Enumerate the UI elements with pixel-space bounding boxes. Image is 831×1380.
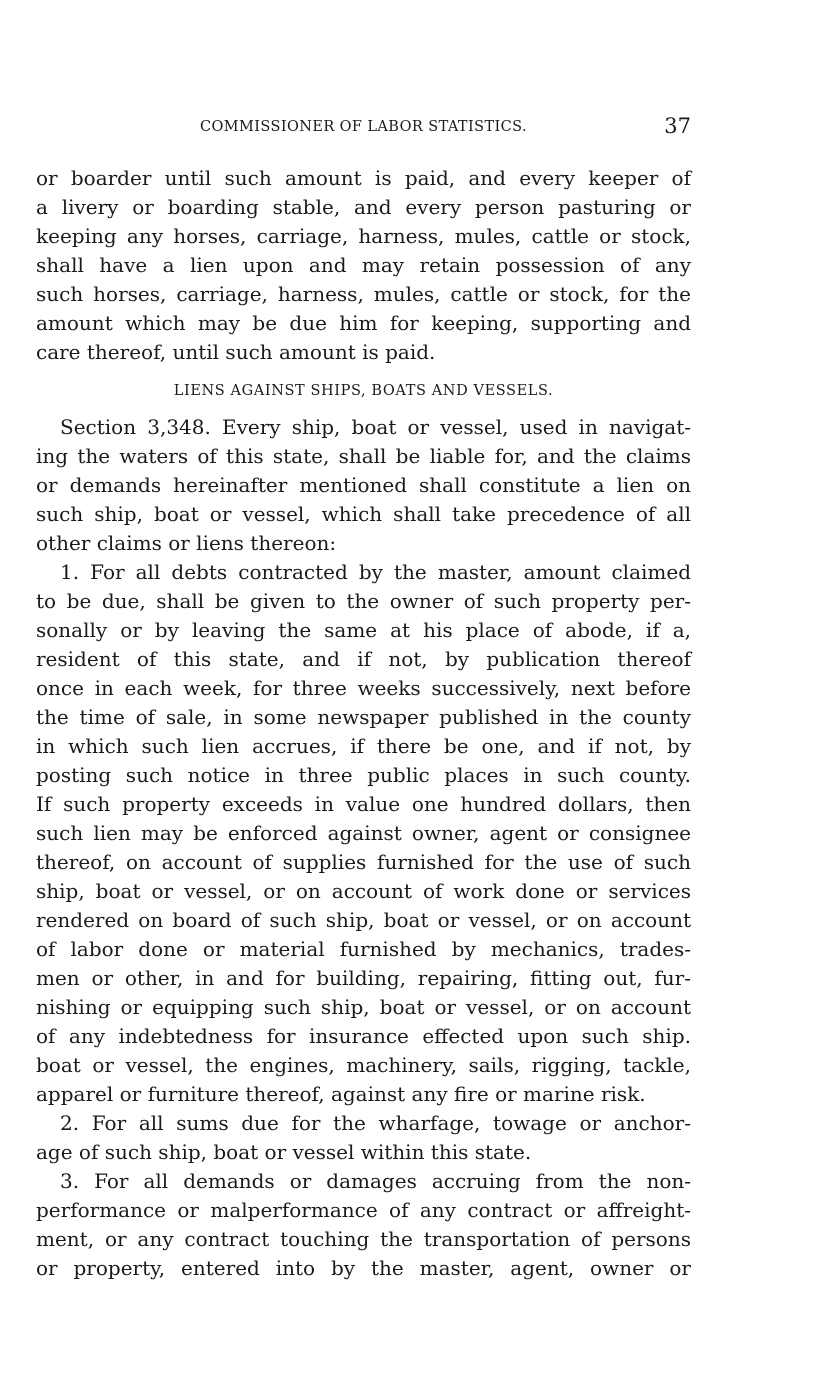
text-line: keeping any horses, carriage, harness, mules, cattle or stock, (36, 224, 691, 248)
text-line: a livery or boarding stable, and every person pasturing or (36, 195, 691, 219)
text-line: resident of this state, and if not, by publication thereof (36, 647, 691, 671)
text-line: care thereof, until such amount is paid. (36, 340, 436, 364)
intro-paragraph (36, 164, 691, 367)
text-line: ment, or any contract touching the transportation of persons (36, 1227, 691, 1251)
text-line: of any indebtedness for insurance effected upon such ship. (36, 1024, 691, 1048)
text-line: shall have a lien upon and may retain possession of any (36, 253, 691, 277)
text-line: or demands hereinafter mentioned shall constitute a lien on (36, 473, 691, 497)
text-line: other claims or liens thereon: (36, 531, 337, 555)
text-line: rendered on board of such ship, boat or vessel, or on account (36, 908, 691, 932)
section-paragraph (36, 413, 691, 558)
text-line: 1. For all debts contracted by the master, amount claimed (60, 560, 691, 584)
text-line: such lien may be enforced against owner, agent or consignee (36, 821, 691, 845)
running-header (36, 116, 691, 140)
text-line: thereof, on account of supplies furnished for the use of such (36, 850, 691, 874)
list-item-1 (36, 558, 691, 1109)
text-line: 2. For all sums due for the wharfage, towage or anchor- (60, 1111, 691, 1135)
text-line: or property, entered into by the master, agent, owner or (36, 1256, 691, 1280)
text-line: of labor done or material furnished by mechanics, trades- (36, 937, 691, 961)
text-line: men or other, in and for building, repairing, fitting out, fur- (36, 966, 691, 990)
text-line: posting such notice in three public places in such county. (36, 763, 691, 787)
text-line: ship, boat or vessel, or on account of work done or services (36, 879, 691, 903)
text-line: apparel or furniture thereof, against any fire or marine risk. (36, 1082, 646, 1106)
text-line: nishing or equipping such ship, boat or vessel, or on account (36, 995, 691, 1019)
list-item-3 (36, 1167, 691, 1283)
text-line: ing the waters of this state, shall be liable for, and the claims (36, 444, 691, 468)
text-line: such ship, boat or vessel, which shall take precedence of all (36, 502, 691, 526)
text-line: performance or malperformance of any contract or affreight- (36, 1198, 691, 1222)
text-line: to be due, shall be given to the owner of such property per- (36, 589, 691, 613)
text-line: boat or vessel, the engines, machinery, sails, rigging, tackle, (36, 1053, 691, 1077)
text-line: amount which may be due him for keeping, supporting and (36, 311, 691, 335)
text-line: sonally or by leaving the same at his place of abode, if a, (36, 618, 691, 642)
text-line: age of such ship, boat or vessel within this state. (36, 1140, 532, 1164)
text-line: If such property exceeds in value one hundred dollars, then (36, 792, 691, 816)
page-number: 37 (664, 114, 691, 138)
list-item-2 (36, 1109, 691, 1167)
section-heading: LIENS AGAINST SHIPS, BOATS AND VESSELS. (173, 383, 554, 399)
text-line: 3. For all demands or damages accruing from the non- (60, 1169, 691, 1193)
text-line: Section 3,348. Every ship, boat or vessel, used in navigat- (60, 415, 691, 439)
text-line: in which such lien accrues, if there be one, and if not, by (36, 734, 691, 758)
text-line: once in each week, for three weeks successively, next before (36, 676, 691, 700)
text-line: or boarder until such amount is paid, and every keeper of (36, 166, 691, 190)
running-title: COMMISSIONER OF LABOR STATISTICS. (200, 119, 527, 135)
body-text (36, 164, 691, 1283)
text-line: such horses, carriage, harness, mules, cattle or stock, for the (36, 282, 691, 306)
text-line: the time of sale, in some newspaper published in the county (36, 705, 691, 729)
